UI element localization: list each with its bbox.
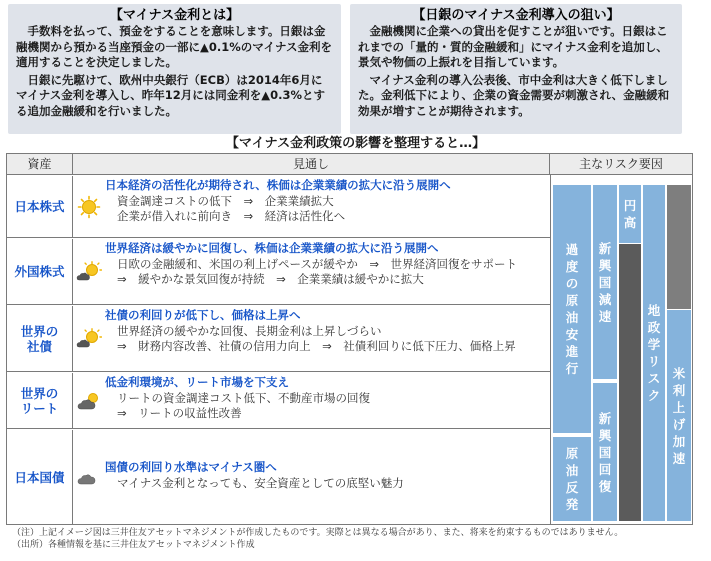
row-detail-line: 日欧の金融緩和、米国の利上げペースが緩やか ⇒ 世界経済回復をサポート [117, 256, 518, 271]
row-detail-line: 世界経済の緩やかな回復、長期金利は上昇しづらい [117, 323, 382, 338]
row-detail-line: 資金調達コストの低下 ⇒ 企業業績拡大 [117, 193, 334, 208]
row-content [105, 308, 546, 355]
risk-label: 新 興 国 回 復 [598, 410, 612, 494]
row-content [105, 460, 546, 491]
row-headline: 世界経済は緩やかに回復し、株価は企業業績の拡大に沿う展開へ [105, 241, 439, 255]
row-headline: 日本経済の活性化が期待され、株価は企業業績の拡大に沿う展開へ [105, 178, 451, 192]
section-title: 【マイナス金利政策の影響を整理すると…】 [225, 136, 486, 151]
header-risk: 主なリスク要因 [550, 154, 692, 175]
cloud-with-sun-icon [75, 373, 103, 428]
table-row-japan-bonds [7, 430, 550, 524]
risk-label: 新 興 国 減 速 [598, 240, 612, 324]
row-content [105, 178, 546, 225]
sun-behind-cloud-icon [75, 306, 103, 371]
table-row-global-bonds [7, 306, 550, 372]
row-headline: 社債の利回りが低下し、価格は上昇へ [105, 308, 301, 322]
row-detail-line: 企業が借入れに前向き ⇒ 経済は活性化へ [117, 209, 346, 224]
intro-box-title: 【マイナス金利とは】 [109, 8, 240, 23]
row-content [105, 375, 546, 422]
aim-paragraph-1: 金融機関に企業への貸出を促すことが狙いです。日銀はこれまでの「量的・質的金融緩和」にマイナス金利を追加し、景気や物価の上振れを目指しています。 [358, 24, 668, 70]
risk-label: 過 度 の 原 油 安 進 行 [565, 242, 579, 376]
cloudy-icon [75, 430, 103, 524]
risk-em-slowdown [593, 185, 617, 379]
row-label-text: 世界の 社債 [20, 323, 59, 354]
risk-oil-rebound [553, 437, 591, 521]
risk-geopolitical [643, 185, 665, 521]
footnote-source: （出所）各種情報を基に三井住友アセットマネジメント作成 [12, 540, 255, 550]
table-row-japan-equity [7, 176, 550, 238]
risk-em-recovery [593, 383, 617, 521]
sun-behind-cloud-icon [75, 239, 103, 304]
row-content [105, 241, 546, 288]
row-label [7, 306, 73, 371]
row-detail-line: リートの資金調達コスト低下、不動産市場の回復 [117, 390, 370, 405]
aim-box-title: 【日銀のマイナス金利導入の狙い】 [412, 8, 620, 23]
risk-label: 原 油 反 発 [565, 446, 579, 512]
intro-paragraph-1: 手数料を払って、預金をすることを意味します。日銀は金融機関から預かる当座預金の一部に▲0.1%のマイナス金利を適用することを決定しました。 [16, 24, 333, 70]
row-label: 外国株式 [7, 239, 73, 304]
sunny-icon [75, 176, 103, 237]
risk-us-shade-top [667, 185, 691, 309]
row-detail-line: マイナス金利となっても、安全資産としての底堅い魅力 [117, 475, 404, 490]
row-headline: 低金利環境が、リート市場を下支え [105, 375, 289, 389]
risk-yen-appreciation [619, 185, 641, 243]
risk-oil-plunge [553, 185, 591, 433]
table-row-foreign-equity [7, 239, 550, 305]
aim-box-body [358, 24, 674, 120]
risk-label: 地 政 学 リ ス ク [647, 303, 661, 403]
row-label: 日本国債 [7, 430, 73, 524]
intro-paragraph-2: 日銀に先駆けて、欧州中央銀行（ECB）は2014年6月にマイナス金利を導入し、昨年12月には同金利を▲0.3%とする追加金融緩和を行いました。 [16, 72, 326, 118]
row-detail-line: ⇒ 財務内容改善、社債の信用力向上 ⇒ 社債利回りに低下圧力、価格上昇 [117, 339, 516, 354]
header-outlook: 見通し [73, 154, 550, 175]
table-row-global-reit [7, 373, 550, 429]
row-detail-line: ⇒ 緩やかな景気回復が持続 ⇒ 企業業績は緩やかに拡大 [117, 272, 424, 287]
row-label [7, 373, 73, 428]
footnotes [12, 527, 623, 551]
risk-us-rate-hike [667, 310, 691, 521]
risk-yen-shade [619, 244, 641, 521]
impact-table [6, 153, 693, 525]
aim-box-boj [350, 4, 682, 134]
header-asset: 資産 [7, 154, 73, 175]
row-detail-line: ⇒ リートの収益性改善 [117, 406, 242, 421]
risk-label: 円 高 [623, 198, 637, 230]
row-label-text: 世界の リート [20, 385, 59, 416]
risk-divider [550, 175, 551, 524]
risk-label: 米 利 上 げ 加 速 [672, 365, 686, 466]
intro-box-negative-rates [8, 4, 341, 134]
intro-box-body [16, 24, 333, 120]
row-headline: 国債の利回り水準はマイナス圏へ [105, 460, 277, 474]
footnote-note: （注）上記イメージ図は三井住友アセットマネジメントが作成したものです。実際とは異なる場合があり、また、将来を約束するものではありません。 [12, 528, 624, 538]
row-label: 日本株式 [7, 176, 73, 237]
aim-paragraph-2: マイナス金利の導入公表後、市中金利は大きく低下しました。金利低下により、企業の資金需要が刺激され、金融緩和効果が増すことが期待されます。 [358, 72, 670, 118]
